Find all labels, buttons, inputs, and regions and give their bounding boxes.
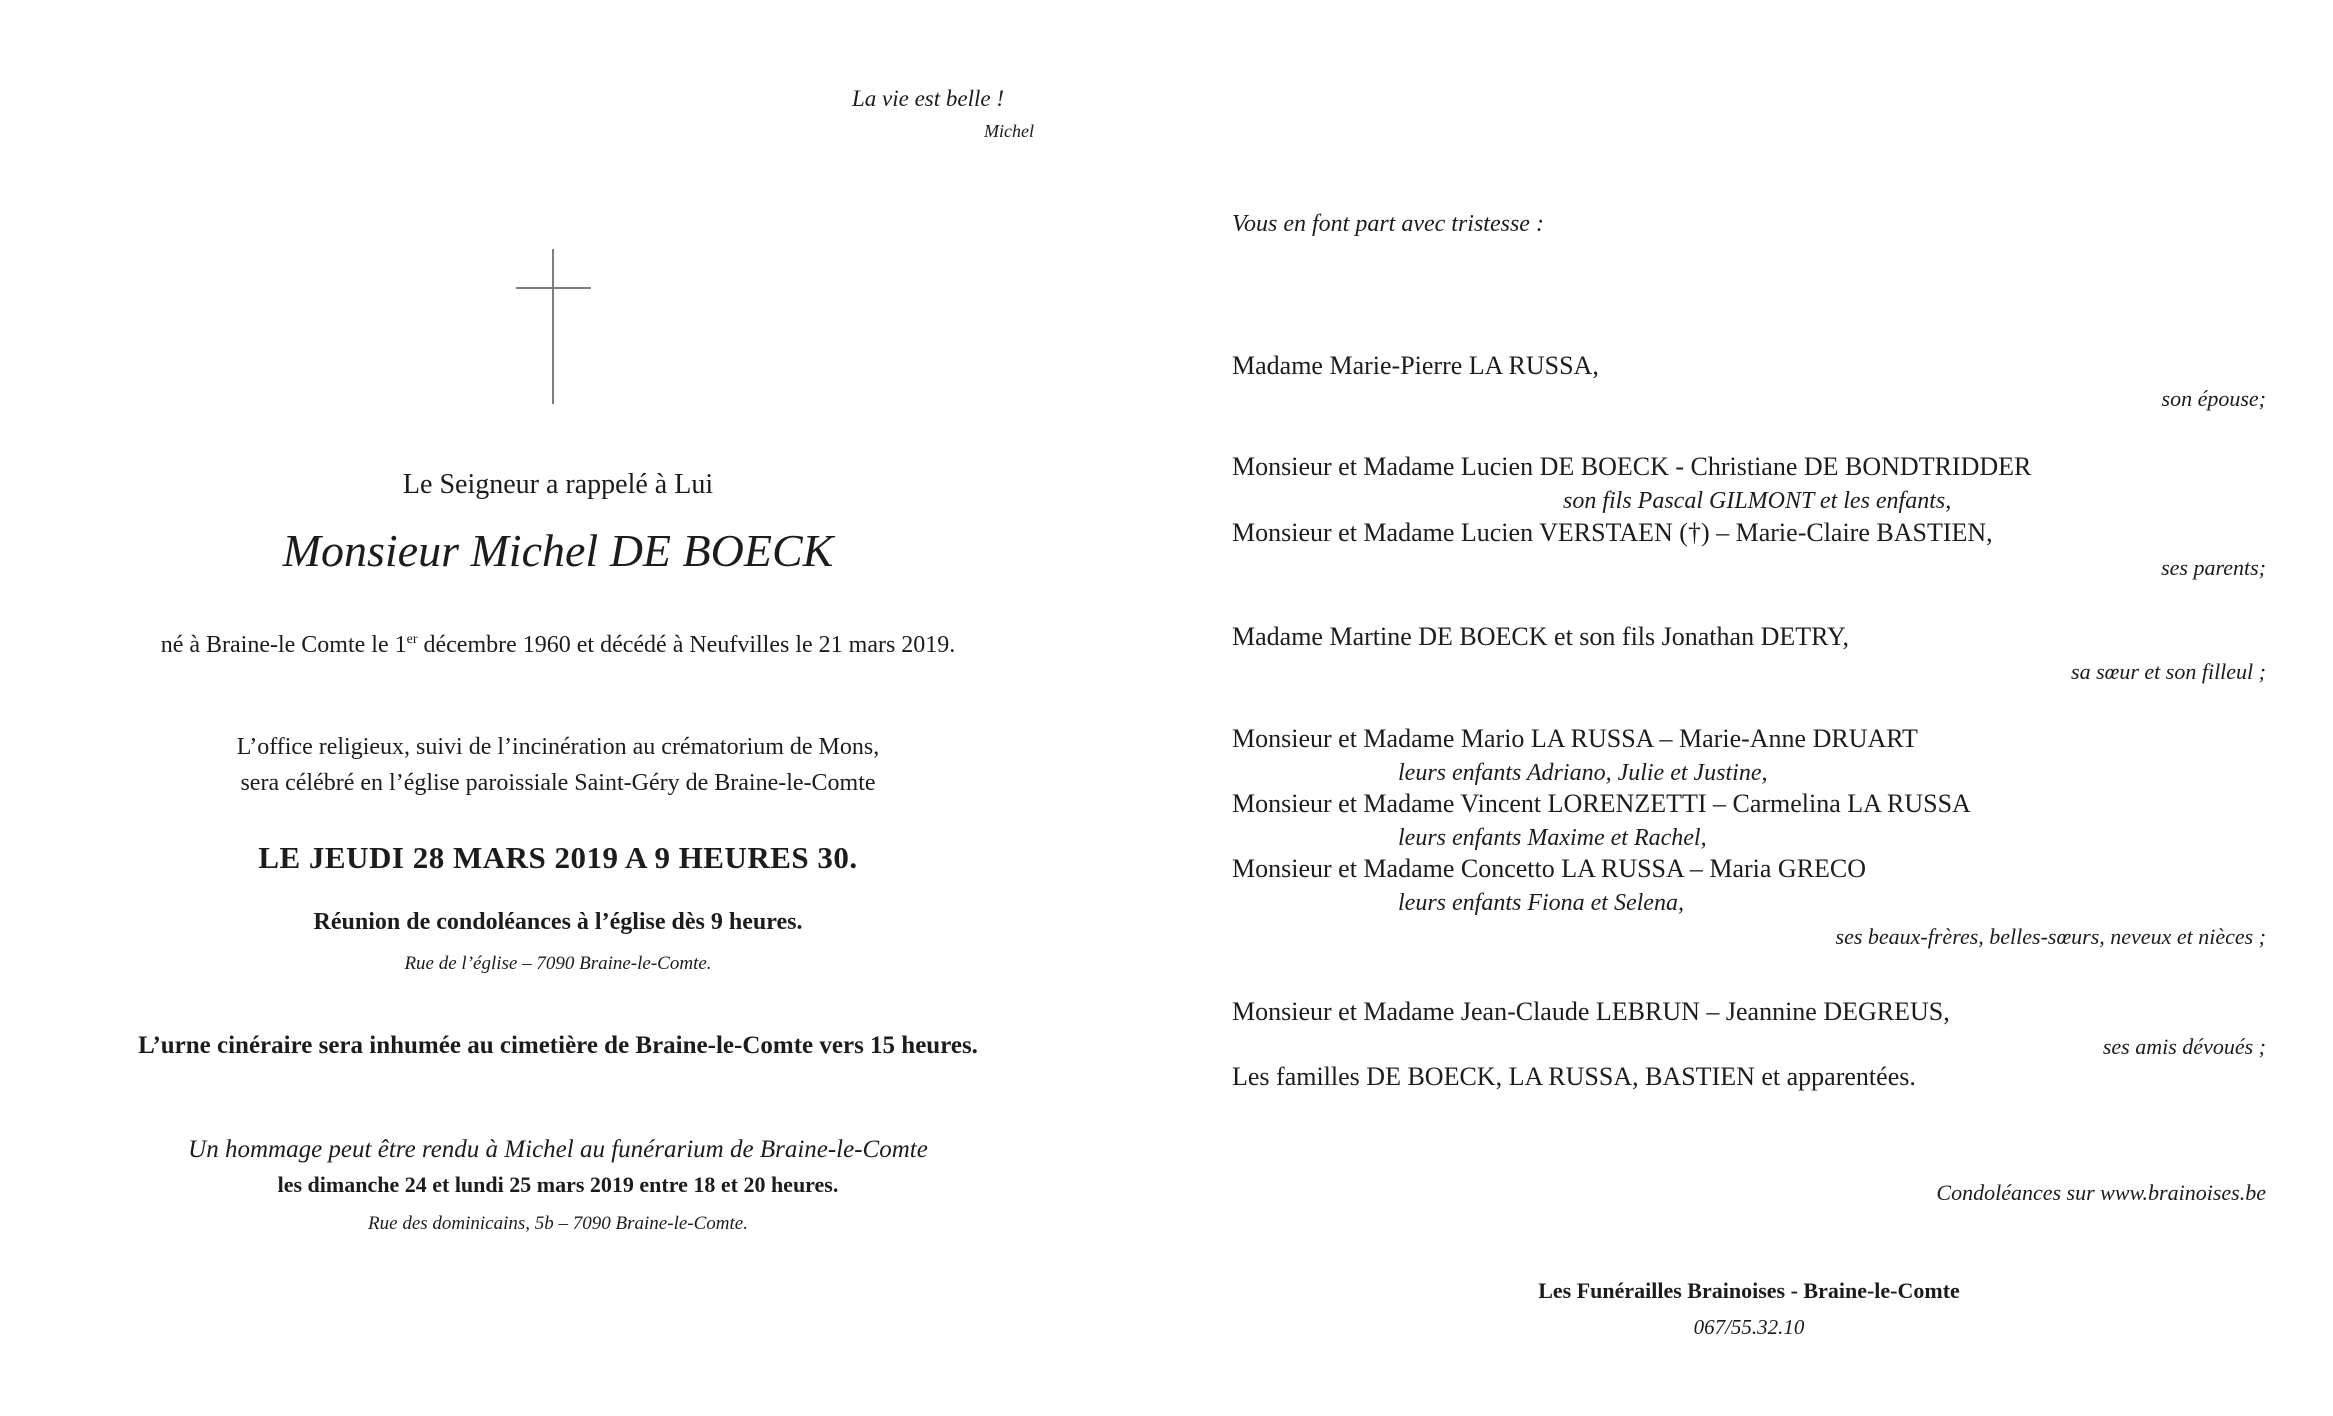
- funeral-home-phone: 067/55.32.10: [1693, 1315, 1805, 1339]
- birth-death-suffix: décembre 1960 et décédé à Neufvilles le 21 mars 2019.: [417, 632, 956, 658]
- ceremony-date-line: LE JEUDI 28 MARS 2019 A 9 HEURES 30.: [258, 840, 858, 875]
- family-role-friends: ses amis dévoués ;: [2102, 1034, 2266, 1059]
- recall-line: Le Seigneur a rappelé à Lui: [402, 469, 714, 500]
- cross-icon-horizontal-bar: [516, 287, 591, 289]
- office-line-2: sera célébré en l’église paroissiale Saint-Géry de Braine-le-Comte: [240, 770, 876, 796]
- family-line-parents-1: Monsieur et Madame Lucien DE BOECK - Christiane DE BONDTRIDDER: [1232, 452, 2032, 481]
- family-line-sister: Madame Martine DE BOECK et son fils Jonathan DETRY,: [1232, 622, 1849, 651]
- family-line-concetto: Monsieur et Madame Concetto LA RUSSA – Maria GRECO: [1232, 854, 1867, 883]
- family-line-mario: Monsieur et Madame Mario LA RUSSA – Marie-Anne DRUART: [1232, 724, 1918, 753]
- intro-line: Vous en font part avec tristesse :: [1232, 211, 1544, 237]
- family-role-sister: sa sœur et son filleul ;: [2071, 659, 2266, 684]
- funerarium-address: Rue des dominicains, 5b – 7090 Braine-le-Comte.: [368, 1213, 748, 1234]
- family-subline-maxime: leurs enfants Maxime et Rachel,: [1398, 825, 1707, 851]
- family-subline-fiona: leurs enfants Fiona et Selena,: [1398, 890, 1684, 916]
- family-line-families: Les familles DE BOECK, LA RUSSA, BASTIEN et apparentées.: [1232, 1062, 1916, 1091]
- family-line-lorenzetti: Monsieur et Madame Vincent LORENZETTI – Carmelina LA RUSSA: [1232, 789, 1971, 818]
- deceased-name: Monsieur Michel DE BOECK: [282, 525, 834, 576]
- quote-block: [852, 86, 1034, 142]
- office-line-1: L’office religieux, suivi de l’incinération au crématorium de Mons,: [236, 734, 880, 760]
- cross-icon-vertical-bar: [552, 249, 554, 404]
- homage-dates-line: les dimanche 24 et lundi 25 mars 2019 entre 18 et 20 heures.: [277, 1172, 839, 1197]
- condolences-note: Condoléances sur www.brainoises.be: [1936, 1180, 2266, 1205]
- family-line-lebrun: Monsieur et Madame Jean-Claude LEBRUN – Jeannine DEGREUS,: [1232, 997, 1950, 1026]
- family-role-wife: son épouse;: [2161, 386, 2266, 411]
- condolence-meeting-line: Réunion de condoléances à l’église dès 9 heures.: [313, 909, 803, 935]
- funeral-home-name: Les Funérailles Brainoises - Braine-le-Comte: [1538, 1278, 1960, 1303]
- church-address: Rue de l’église – 7090 Braine-le-Comte.: [404, 953, 712, 974]
- birth-death-line: [58, 632, 1058, 659]
- family-line-parents-2: Monsieur et Madame Lucien VERSTAEN (†) – Marie-Claire BASTIEN,: [1232, 518, 1993, 547]
- urn-burial-line: L’urne cinéraire sera inhumée au cimetière de Braine-le-Comte vers 15 heures.: [138, 1032, 978, 1059]
- family-role-inlaws: ses beaux-frères, belles-sœurs, neveux et nièces ;: [1835, 924, 2266, 949]
- birth-death-prefix: né à Braine-le Comte le 1: [160, 632, 407, 658]
- family-line-wife: Madame Marie-Pierre LA RUSSA,: [1232, 351, 1599, 380]
- family-subline-adriano: leurs enfants Adriano, Julie et Justine,: [1398, 760, 1768, 786]
- family-role-parents: ses parents;: [2161, 555, 2266, 580]
- family-announcement-column: [1232, 0, 2266, 1416]
- family-subline-pascal: son fils Pascal GILMONT et les enfants,: [1563, 488, 1952, 514]
- quote-signature: Michel: [984, 121, 1034, 141]
- homage-line: Un hommage peut être rendu à Michel au funérarium de Braine-le-Comte: [188, 1136, 928, 1163]
- ordinal-superscript: er: [406, 632, 418, 647]
- quote-text: La vie est belle !: [852, 86, 1005, 111]
